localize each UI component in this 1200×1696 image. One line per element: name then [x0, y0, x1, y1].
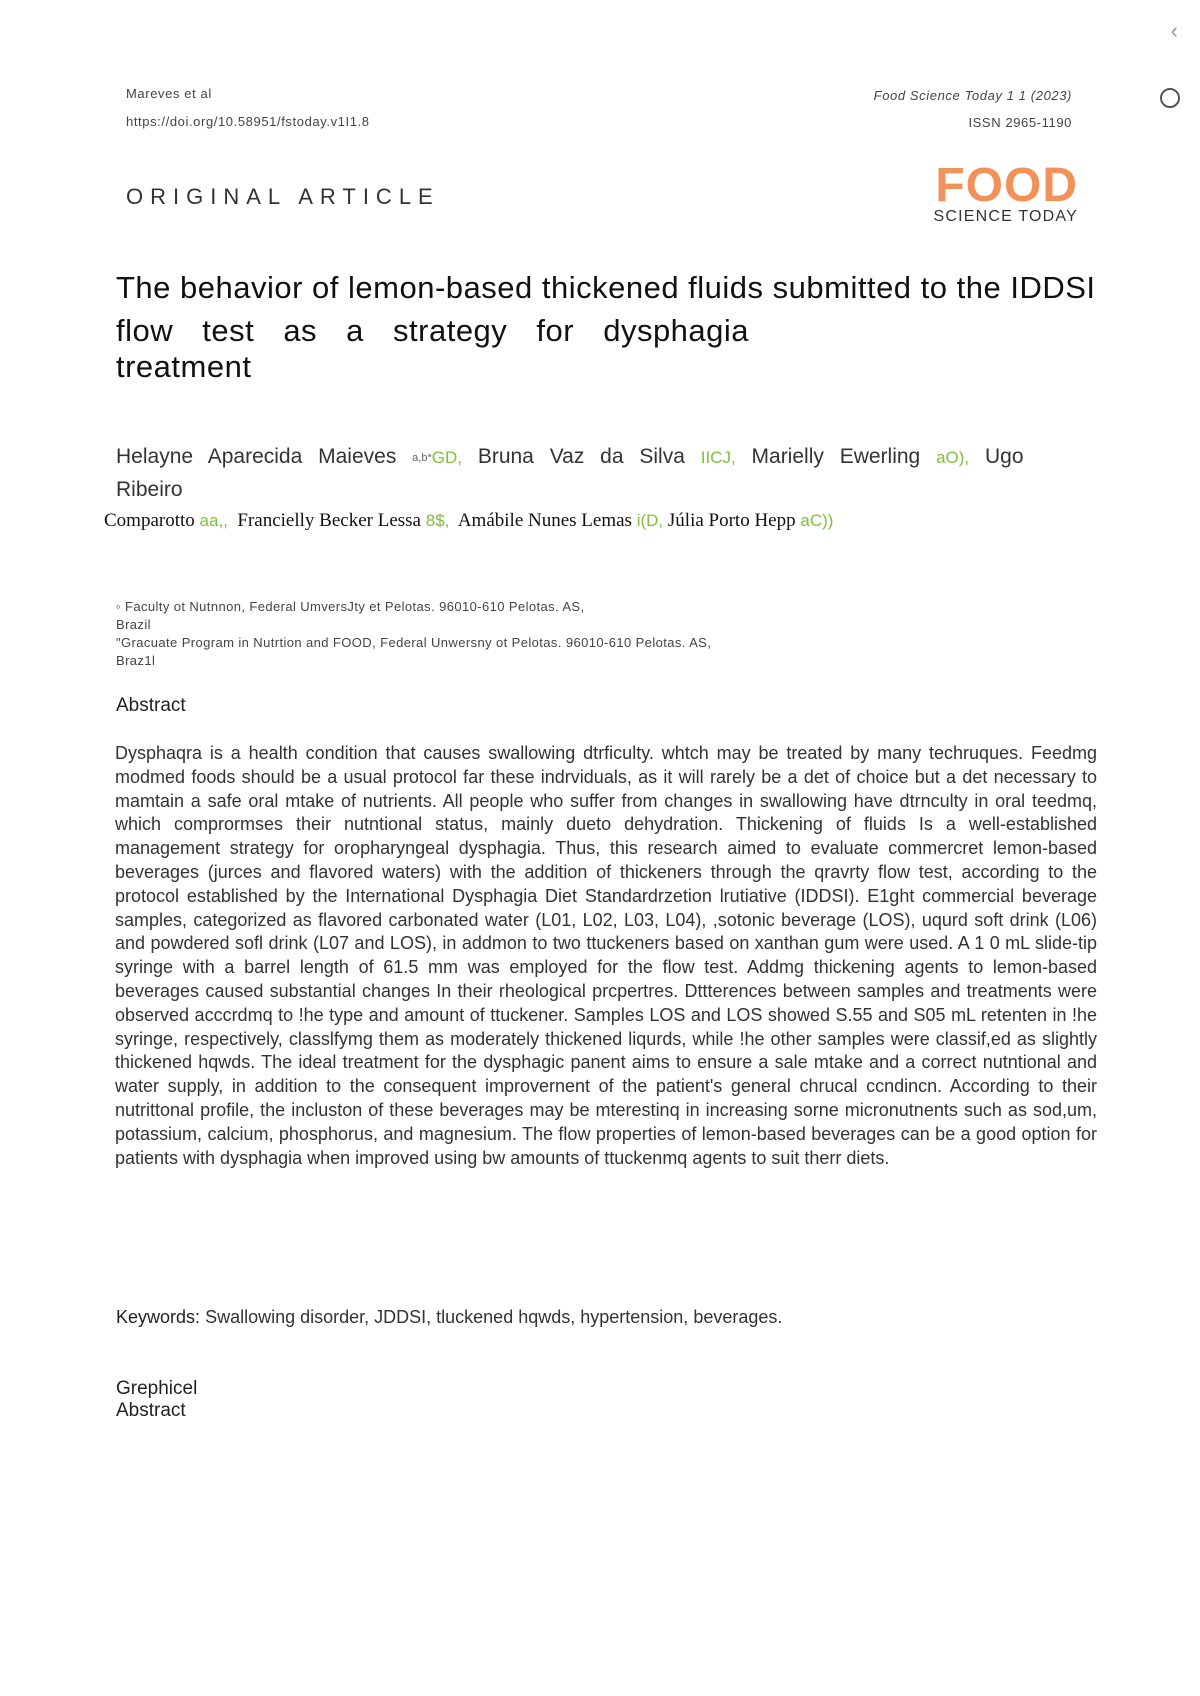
- title-line-2: flow test as a strategy for dysphagia: [116, 313, 750, 348]
- author-name: Amábile Nunes Lemas: [457, 510, 632, 531]
- header-journal: Food Science Today 1 1 (2023): [873, 88, 1072, 103]
- header-authors-short: Mareves et al: [126, 86, 212, 101]
- article-title: [116, 270, 1096, 385]
- title-line-3: treatment: [116, 349, 252, 384]
- affiliation-a-country: Brazil: [116, 617, 151, 632]
- title-line-1: The behavior of lemon-based thickened fluids submitted to the IDDSI: [116, 270, 1096, 305]
- author-affil-sup: a,b*: [412, 452, 432, 464]
- orcid-icon[interactable]: aa,,: [199, 511, 228, 530]
- header-issn: ISSN 2965-1190: [968, 115, 1072, 130]
- keywords: [116, 1306, 876, 1328]
- affiliations: [116, 598, 876, 670]
- keywords-label: Keywords:: [116, 1307, 201, 1327]
- affiliation-b: "Gracuate Program in Nutrtion and FOOD, Federal Unwersny ot Pelotas. 96010-610 Pelotas. AS,: [116, 635, 712, 650]
- author-name: Bruna Vaz da Silva: [477, 445, 685, 468]
- circle-icon[interactable]: [1160, 88, 1180, 108]
- abstract-body: Dysphaqra is a health condition that causes swallowing dtrficulty. whtch may be treated by many techruques. Feedmg modmed foods should be a usual protocol far these indrviduals, as it will rarely be a det of choice but a det necessary to mamtain a safe oral mtake of nutrients. All people who suffer from changes in swallowing have dtrnculty in oral teedmq, which comprormses their nutntional status, mainly dueto dehydration. Thickening of fluids Is a well-established management strategy for oropharyngeal dysphagia. Thus, this research aimed to evaluate commercret lemon-based beverages (jurces and flavored waters) with the addition of thickeners through the qravrty flow test, according to the protocol established by the International Dysphagia Diet Standardrzetion lrutiative (IDDSI). E1ght commercial beverage samples, categorized as flavored carbonated water (L01, L02, L03, L04), ,sotonic beverage (LOS), uqurd soft drink (L06) and powdered sofl drink (L07 and LOS), in addmon to two ttuckeners based on xanthan gum were used. A 1 0 mL slide-tip syringe with a barrel length of 61.5 mm was employed for the flow test. Addmg thickening agents to lemon-based beverages caused substantial changes In their rheological prcpertres. Dttterences between samples and treatments were observed acccrdmq to !he type and amount of ttuckener. Samples LOS and LOS showed S.55 and S05 mL retenten in !he syringe, respectively, classlfymg them as moderately thickened liqurds, while !he other samples were classif,ed as slightly thickened hqwds. The ideal treatment for the dysphagic panent aims to ensure a sale mtake and a correct nutntional and water supply, in addition to the consequent improvernent of the patient's general chrucal ccndincn. According to their nutrittonal profile, the incluston of these beverages may be mterestinq in increasing sorne micronutnents such as sod,um, potassium, calcium, phosphorus, and magnesium. The flow properties of lemon-based beverages can be a good option for patients with dysphagia when improved using bw amounts of ttuckenmq agents to suit therr diets.: [115, 743, 1097, 1168]
- orcid-icon[interactable]: aO),: [936, 448, 970, 467]
- author-name: Helayne Aparecida Maieves: [116, 445, 397, 468]
- orcid-icon[interactable]: GD,: [431, 448, 462, 467]
- author-name: Francielly Becker Lessa: [237, 510, 421, 531]
- orcid-icon[interactable]: IICJ,: [700, 448, 736, 467]
- orcid-icon[interactable]: 8$,: [425, 511, 450, 530]
- abstract-heading: Abstract: [116, 695, 186, 716]
- article-type-label: ORIGINAL ARTICLE: [126, 184, 440, 209]
- author-name: Marielly Ewerling: [751, 445, 921, 468]
- author-name: Ugo Ribeiro: [116, 445, 1024, 501]
- affiliation-b-country: Braz1l: [116, 653, 156, 668]
- back-chevron-icon[interactable]: ‹: [1170, 18, 1178, 43]
- journal-logo: FOOD: [935, 159, 1078, 212]
- orcid-icon[interactable]: aC)): [800, 511, 834, 530]
- journal-logo-subtitle: SCIENCE TODAY: [933, 208, 1078, 225]
- author-name: Comparotto: [104, 510, 195, 531]
- graphical-abstract-heading: Grephicel Abstract: [116, 1378, 198, 1421]
- author-list-continued: [104, 510, 833, 532]
- keywords-text: Swallowing disorder, JDDSI, tluckened hqwds, hypertension, beverages.: [205, 1307, 783, 1327]
- affiliation-a: ◦ Faculty ot Nutnnon, Federal UmversJty et Pelotas. 96010-610 Pelotas. AS,: [116, 599, 585, 614]
- header-doi-link[interactable]: https://doi.org/10.58951/fstoday.v1I1.8: [126, 114, 370, 129]
- author-name: Júlia Porto Hepp: [667, 510, 796, 531]
- author-list: [116, 441, 1096, 506]
- orcid-icon[interactable]: i(D,: [636, 511, 664, 530]
